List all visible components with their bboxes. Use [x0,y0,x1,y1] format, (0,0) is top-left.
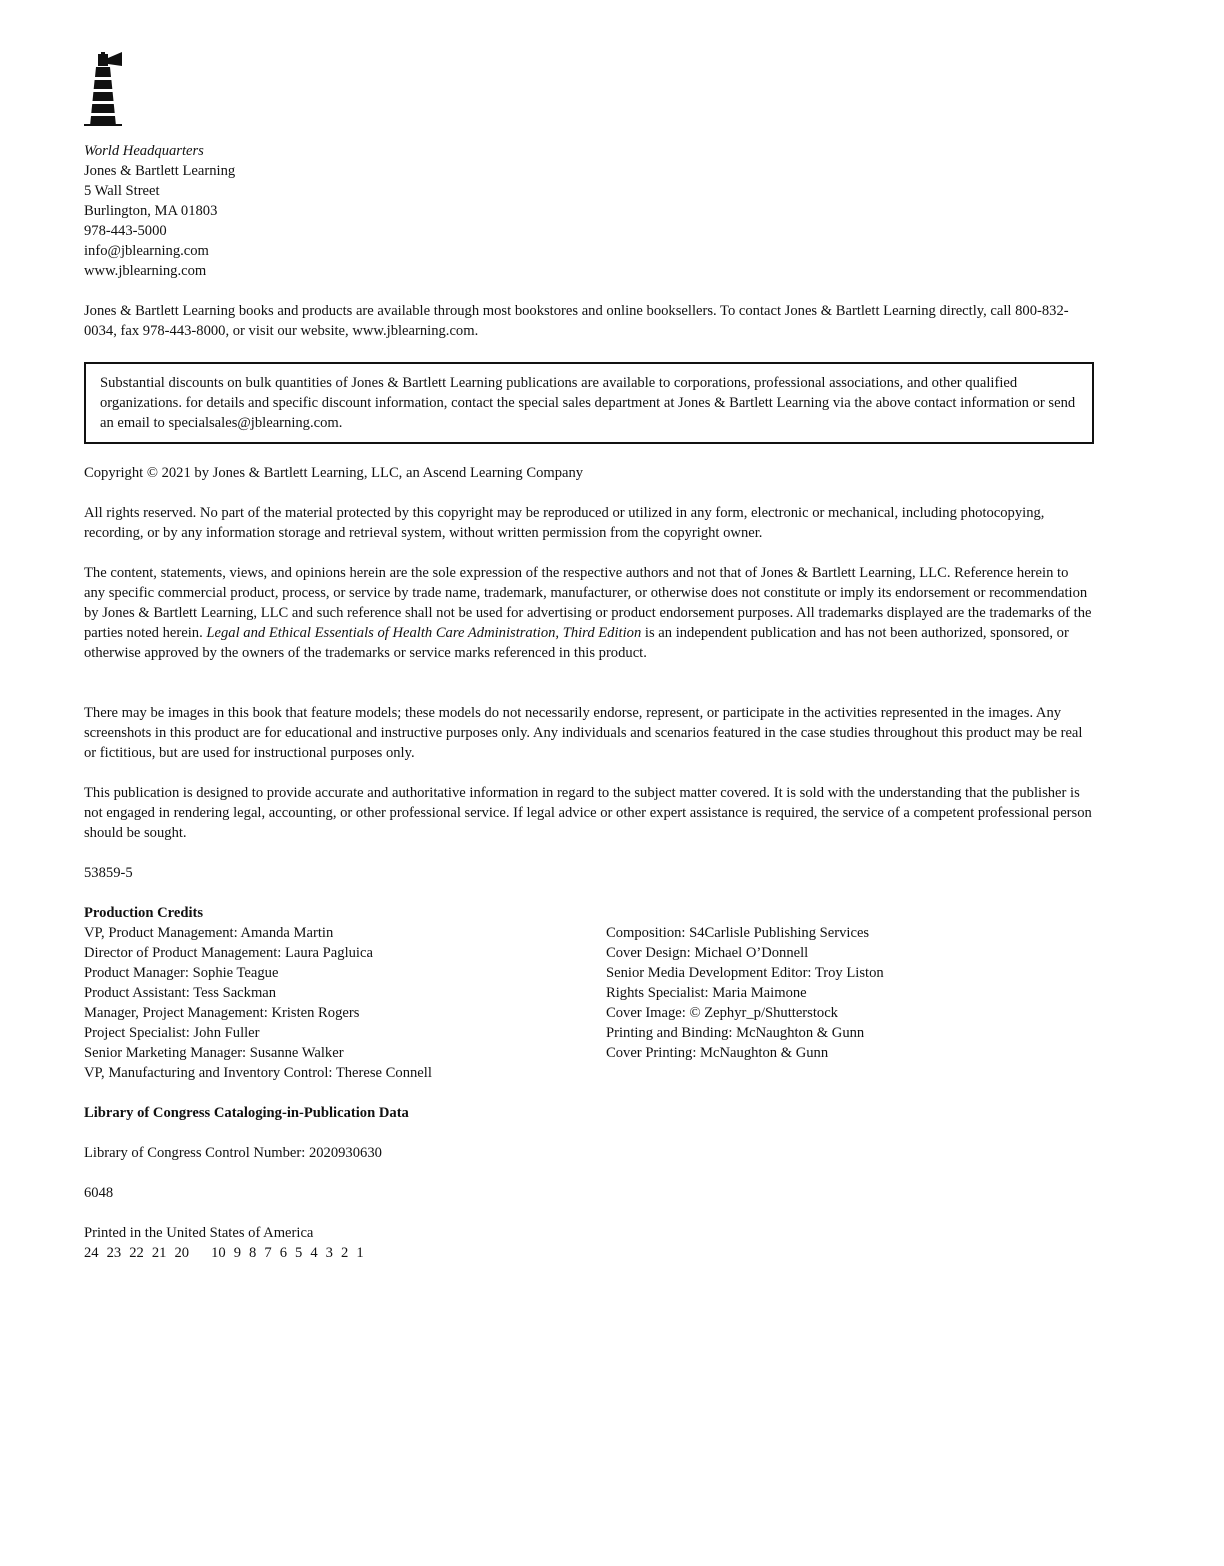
print-impressions: 10 9 8 7 6 5 4 3 2 1 [211,1245,364,1261]
product-code: 53859-5 [84,865,133,881]
print-years: 24 23 22 21 20 [84,1245,190,1261]
credit-item: Printing and Binding: McNaughton & Gunn [606,1025,865,1041]
discount-notice-box [84,362,1094,444]
accuracy-notice-paragraph: This publication is designed to provide accurate and authoritative information in regard to the subject matter covered. It is sold with the understanding that the publisher is not engaged in rendering legal, accounting, or other professional service. If legal advice or other expert assistance is required, the service of a competent professional person should be sought. [84,785,1092,841]
loc-code: 6048 [84,1185,114,1201]
disclaimer-paragraph [84,563,1092,663]
printed-country: Printed in the United States of America [84,1225,314,1241]
credit-item: Senior Marketing Manager: Susanne Walker [84,1045,344,1061]
copyright-line: Copyright © 2021 by Jones & Bartlett Learning, LLC, an Ascend Learning Company [84,465,584,481]
disclaimer-text-1: The content, statements, views, and opinions herein are the sole expression of the respective authors and not that of Jones & Bartlett Learning, LLC. Reference herein to any specific commercial product, process, or service by trade name, trademark, manufacturer, or otherwise does not constitute or imply its endorsement or recommendation by Jones & Bartlett Learning, LLC and such reference shall not be used for advertising or product endorsement purposes. All trademarks displayed are the trademarks of the parties noted herein. [84,565,1092,641]
book-title: Legal and Ethical Essentials of Health Care Administration, Third Edition [206,625,642,641]
rights-paragraph: All rights reserved. No part of the material protected by this copyright may be reproduced or utilized in any form, electronic or mechanical, including photocopying, recording, or by any information storage and retrieval system, without written permission from the copyright owner. [84,505,1045,541]
credit-item: Cover Printing: McNaughton & Gunn [606,1045,829,1061]
images-notice-paragraph: There may be images in this book that feature models; these models do not necessarily endorse, represent, or participate in the activities represented in the images. Any screenshots in this product are for educational and instructive purposes only. Any individuals and scenarios featured in the case studies throughout this product may be real or fictitious, but are used for instructional purposes only. [84,705,1083,761]
address-city: Burlington, MA 01803 [84,203,218,219]
address-company: Jones & Bartlett Learning [84,163,236,179]
credit-item: Manager, Project Management: Kristen Rogers [84,1005,360,1021]
address-phone: 978-443-5000 [84,223,167,239]
credit-item: VP, Product Management: Amanda Martin [84,925,334,941]
disclaimer-text-2: is an independent publication and has not been authorized, sponsored, or otherwise approved by the owners of the trademarks or service marks referenced in this product. [84,625,1069,661]
credit-item: Cover Image: © Zephyr_p/Shutterstock [606,1005,838,1021]
address-email: info@jblearning.com [84,243,209,259]
publisher-address [84,141,235,281]
credit-item: Cover Design: Michael O’Donnell [606,945,809,961]
credit-item: Project Specialist: John Fuller [84,1025,260,1041]
credit-item: Director of Product Management: Laura Pagluica [84,945,373,961]
address-heading: World Headquarters [84,143,204,159]
credit-item: Product Assistant: Tess Sackman [84,985,277,1001]
loc-control-number: Library of Congress Control Number: 2020930630 [84,1145,382,1161]
address-street: 5 Wall Street [84,183,160,199]
availability-paragraph: Jones & Bartlett Learning books and products are available through most bookstores and online booksellers. To contact Jones & Bartlett Learning directly, call 800-832-0034, fax 978-443-8000, or visit our website, www.jblearning.com. [84,303,1069,339]
credit-item: VP, Manufacturing and Inventory Control: Therese Connell [84,1065,432,1081]
lighthouse-logo-icon [84,50,126,126]
address-website: www.jblearning.com [84,263,207,279]
credit-item: Composition: S4Carlisle Publishing Services [606,925,870,941]
production-credits-title: Production Credits [84,905,204,921]
credit-item: Rights Specialist: Maria Maimone [606,985,807,1001]
loc-cip-title: Library of Congress Cataloging-in-Publication Data [84,1105,409,1121]
credits-right-column [606,923,884,1063]
credit-item: Product Manager: Sophie Teague [84,965,279,981]
credits-left-column [84,923,432,1083]
print-line [84,1243,364,1263]
credit-item: Senior Media Development Editor: Troy Liston [606,965,884,981]
discount-notice-text: Substantial discounts on bulk quantities of Jones & Bartlett Learning publications are available to corporations, professional associations, and other qualified organizations. for details and specific discount information, contact the special sales department at Jones & Bartlett Learning via the above contact information or send an email to specialsales@jblearning.com. [100,375,1076,431]
